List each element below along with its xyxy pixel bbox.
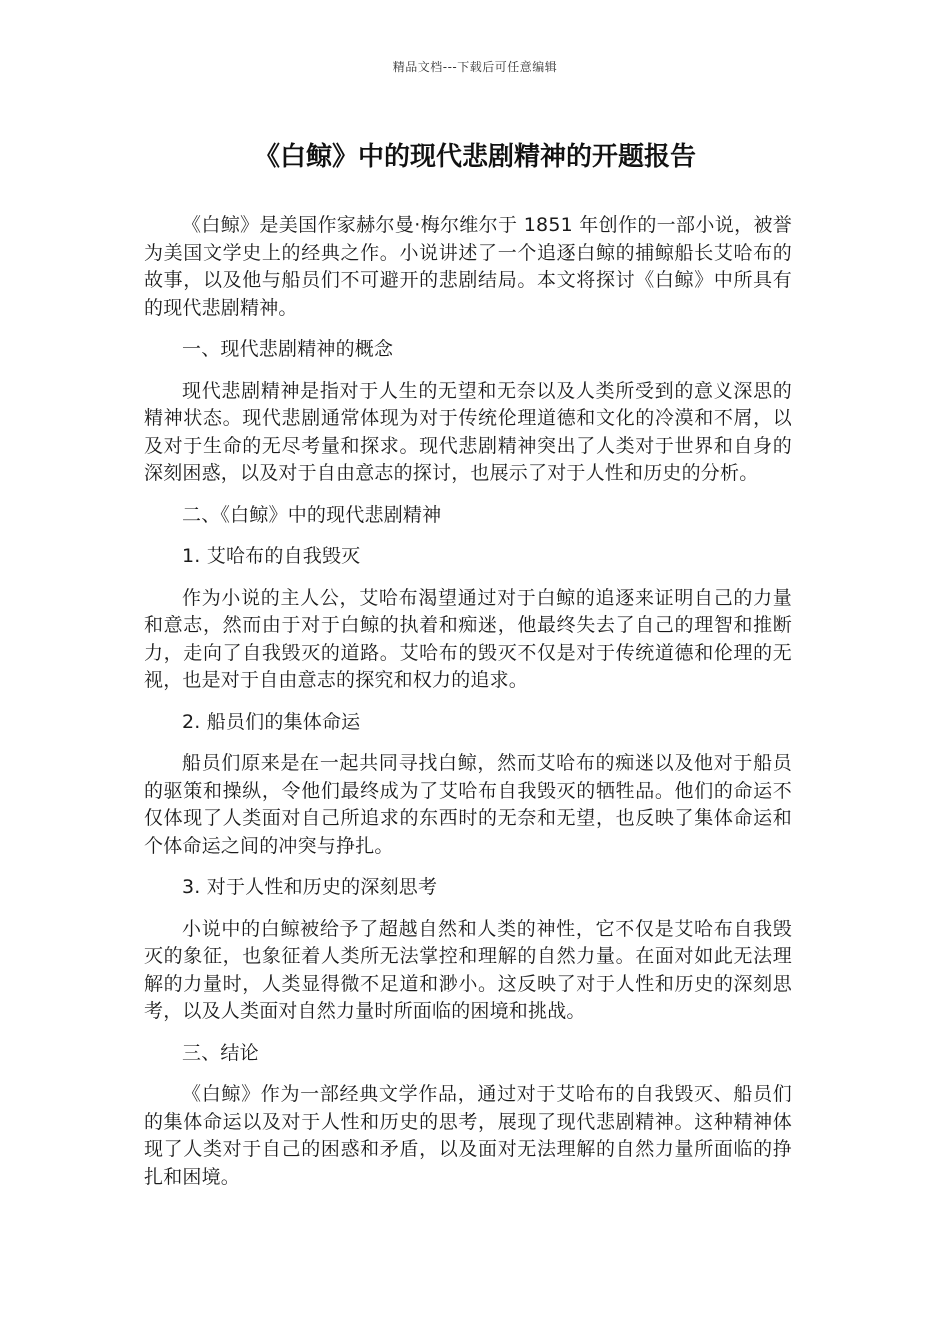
section-body-concept: 现代悲剧精神是指对于人生的无望和无奈以及人类所受到的意义深思的精神状态。现代悲剧通常体现为对于传统伦理道德和文化的冷漠和不屑，以及对于生命的无尽考量和探求。现代悲剧精神突出了人类对于世界和自身的深刻困惑，以及对于自由意志的探讨，也展示了对于人性和历史的分析。 bbox=[144, 379, 792, 484]
section-heading-analysis: 二、《白鲸》中的现代悲剧精神 bbox=[182, 503, 442, 526]
subsection-body-reflection: 小说中的白鲸被给予了超越自然和人类的神性，它不仅是艾哈布自我毁灭的象征，也象征着人类所无法掌控和理解的自然力量。在面对如此无法理解的力量时，人类显得微不足道和渺小。这反映了对于人性和历史的深刻思考，以及人类面对自然力量时所面临的困境和挑战。 bbox=[144, 917, 792, 1022]
section-body-conclusion: 《白鲸》作为一部经典文学作品，通过对于艾哈布的自我毁灭、船员们的集体命运以及对于人性和历史的思考，展现了现代悲剧精神。这种精神体现了人类对于自己的困惑和矛盾，以及面对无法理解的自然力量所面临的挣扎和困境。 bbox=[144, 1083, 792, 1188]
subsection-heading-reflection: 3. 对于人性和历史的深刻思考 bbox=[182, 876, 438, 898]
header-note: 精品文档---下载后可任意编辑 bbox=[392, 60, 558, 74]
subsection-heading-crew: 2. 船员们的集体命运 bbox=[182, 710, 361, 733]
subsection-body-crew: 船员们原来是在一起共同寻找白鲸，然而艾哈布的痴迷以及他对于船员的驱策和操纵，令他们最终成为了艾哈布自我毁灭的牺牲品。他们的命运不仅体现了人类面对自己所追求的东西时的无奈和无望，也反映了集体命运和个体命运之间的冲突与挣扎。 bbox=[144, 752, 792, 857]
subsection-heading-ahab: 1. 艾哈布的自我毁灭 bbox=[182, 545, 361, 567]
section-heading-concept: 一、现代悲剧精神的概念 bbox=[182, 338, 394, 360]
subsection-body-ahab: 作为小说的主人公，艾哈布渴望通过对于白鲸的追逐来证明自己的力量和意志，然而由于对于白鲸的执着和痴迷，他最终失去了自己的理智和推断力，走向了自我毁灭的道路。艾哈布的毁灭不仅是对于传统道德和伦理的无视，也是对于自由意志的探究和权力的追求。 bbox=[144, 586, 792, 691]
intro-paragraph: 《白鲸》是美国作家赫尔曼·梅尔维尔于 1851 年创作的一部小说，被誉为美国文学史上的经典之作。小说讲述了一个追逐白鲸的捕鲸船长艾哈布的故事，以及他与船员们不可避开的悲剧结局。本文将探讨《白鲸》中所具有的现代悲剧精神。 bbox=[144, 214, 792, 319]
section-heading-conclusion: 三、结论 bbox=[182, 1041, 259, 1064]
document-body bbox=[144, 212, 792, 1205]
document-title: 《白鲸》中的现代悲剧精神的开题报告 bbox=[253, 142, 696, 172]
